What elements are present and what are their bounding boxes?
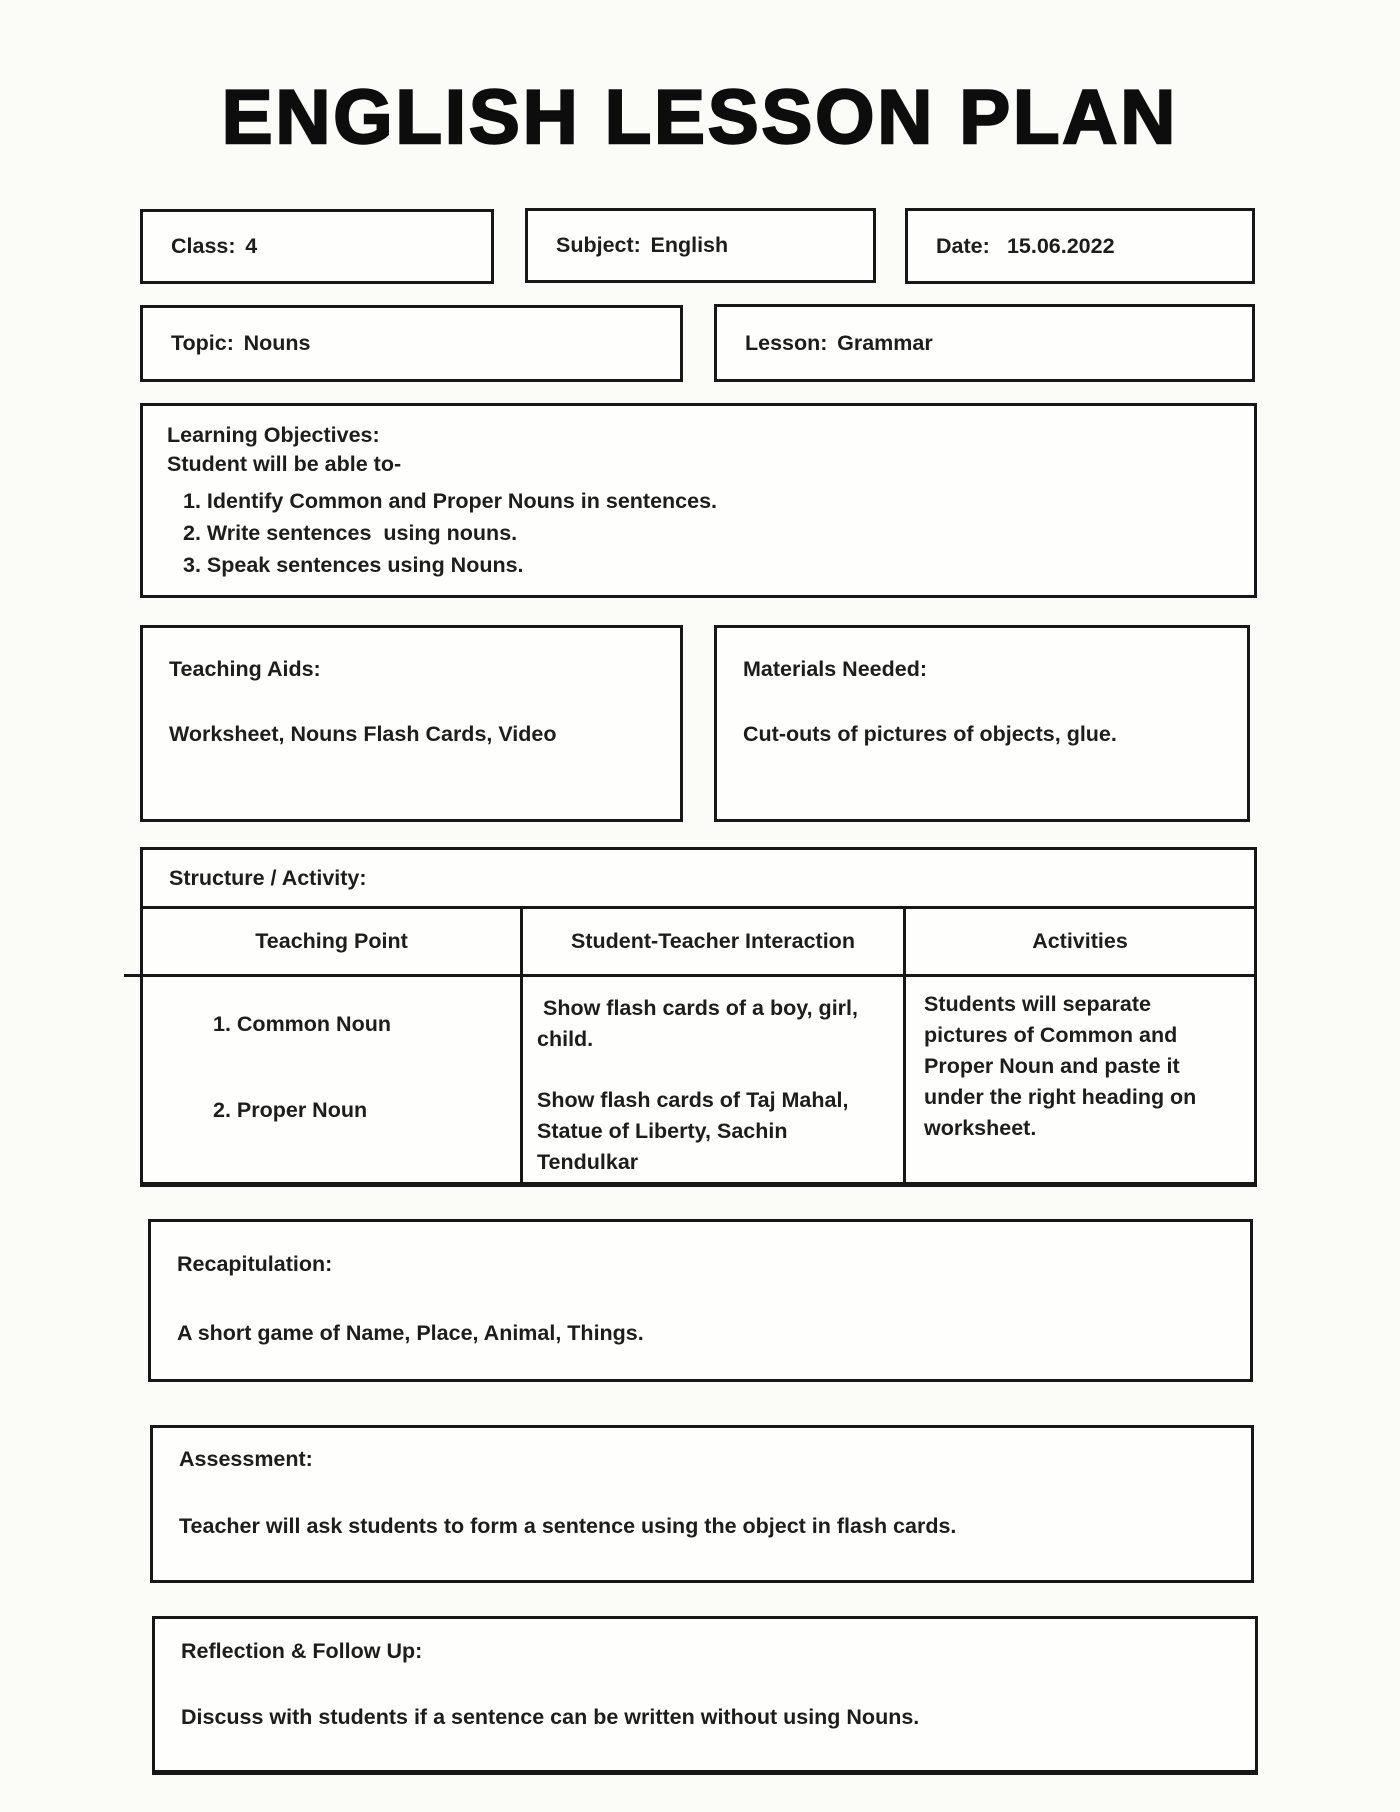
objective-item: 1. Identify Common and Proper Nouns in sentences.	[183, 485, 1230, 517]
interaction-item: Show flash cards of Taj Mahal, Statue of Liberty, Sachin Tendulkar	[537, 1088, 855, 1174]
assessment-heading: Assessment:	[179, 1447, 313, 1471]
recapitulation-section	[148, 1219, 1253, 1382]
assessment-content: Teacher will ask students to form a sentence using the object in flash cards.	[179, 1514, 957, 1538]
learning-objectives-heading: Learning Objectives:	[167, 423, 380, 447]
topic-value: Nouns	[243, 331, 311, 355]
materials-needed-section	[714, 625, 1250, 822]
column-header-interaction: Student-Teacher Interaction	[523, 909, 906, 974]
structure-activity-heading: Structure / Activity:	[143, 850, 1254, 909]
activities-cell: Students will separate pictures of Common and Proper Noun and paste it under the right heading on worksheet.	[924, 992, 1197, 1140]
column-header-teaching-point: Teaching Point	[143, 909, 523, 974]
teaching-point-cell	[143, 977, 523, 1187]
lesson-value: Grammar	[837, 330, 933, 355]
assessment-section	[150, 1425, 1254, 1583]
objective-item: 2. Write sentences using nouns.	[183, 517, 1230, 549]
table-left-tick	[124, 974, 143, 977]
class-label: Class:	[171, 234, 236, 258]
learning-objectives-list	[167, 485, 1230, 581]
recapitulation-content: A short game of Name, Place, Animal, Things.	[177, 1321, 644, 1345]
reflection-heading: Reflection & Follow Up:	[181, 1639, 423, 1663]
class-field	[140, 209, 494, 284]
teaching-aids-heading: Teaching Aids:	[169, 657, 321, 681]
reflection-follow-up-section	[152, 1616, 1258, 1775]
reflection-content: Discuss with students if a sentence can be written without using Nouns.	[181, 1705, 920, 1729]
interaction-cell	[523, 977, 906, 1187]
table-body-row	[143, 977, 1254, 1187]
table-header-row	[143, 909, 1254, 977]
materials-needed-heading: Materials Needed:	[743, 657, 928, 681]
objective-item: 3. Speak sentences using Nouns.	[183, 549, 1230, 581]
subject-value: English	[650, 233, 729, 257]
page-title: ENGLISH LESSON PLAN	[221, 75, 1179, 160]
learning-objectives-intro: Student will be able to-	[167, 452, 402, 476]
learning-objectives-section	[140, 403, 1257, 598]
lesson-label: Lesson:	[745, 330, 828, 355]
recapitulation-heading: Recapitulation:	[177, 1252, 333, 1276]
teaching-aids-content: Worksheet, Nouns Flash Cards, Video	[169, 722, 557, 746]
interaction-item: Show flash cards of a boy, girl, child.	[537, 996, 864, 1051]
teaching-point-item: 2. Proper Noun	[213, 1098, 368, 1122]
date-label: Date:	[936, 233, 990, 258]
date-field	[905, 208, 1255, 284]
topic-label: Topic:	[171, 331, 234, 355]
subject-field	[525, 208, 876, 283]
date-value: 15.06.2022	[1006, 233, 1115, 258]
lesson-field	[714, 304, 1255, 382]
subject-label: Subject:	[556, 233, 641, 257]
class-value: 4	[245, 234, 258, 258]
topic-field	[140, 305, 683, 382]
column-header-activities: Activities	[1032, 929, 1128, 953]
structure-activity-table	[140, 847, 1257, 1187]
teaching-aids-section	[140, 625, 683, 822]
teaching-point-item: 1. Common Noun	[213, 1012, 391, 1036]
materials-needed-content: Cut-outs of pictures of objects, glue.	[743, 722, 1117, 746]
